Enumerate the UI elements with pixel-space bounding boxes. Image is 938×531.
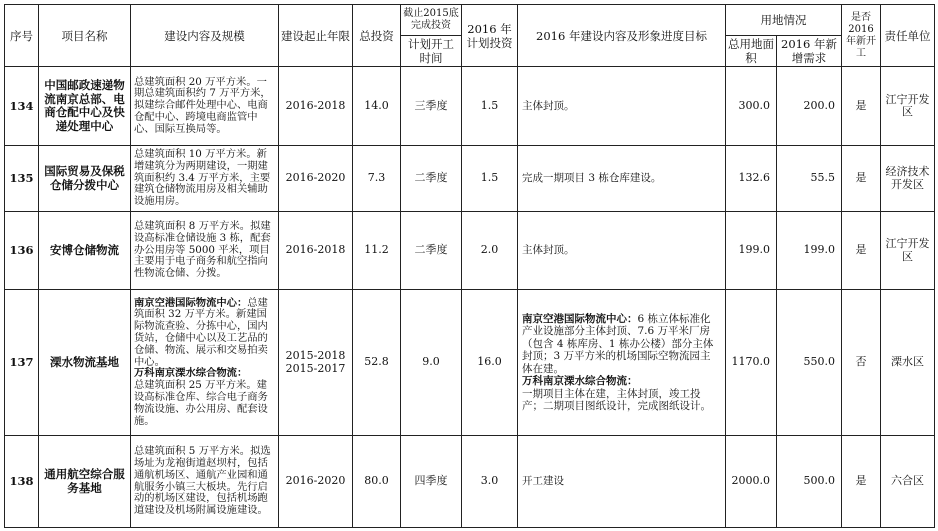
start-cell: 三季度 xyxy=(401,67,462,146)
scope-cell: 总建筑面积 10 万平方米。新增建筑分为两期建设，一期建筑面积约 3.4 万平方米，主要建筑仓储物流用房及相关辅助设施用房。 xyxy=(131,146,279,212)
land-new-cell: 199.0 xyxy=(777,212,842,290)
investment-cell: 3.0 xyxy=(462,436,518,528)
plan-subproject-text: 6 栋立体标准化产业设施部分主体封顶、7.6 万平米厂房（包含 4 栋库房、1 栋办公楼）部分主体封顶；3 万平方米的机场国际空物流园主体在建。 xyxy=(522,312,714,375)
period-cell: 2016-2018 xyxy=(279,212,353,290)
investment-cell: 16.0 xyxy=(462,290,518,436)
period-line: 2015-2018 xyxy=(285,349,346,362)
land-new-cell: 200.0 xyxy=(777,67,842,146)
unit-cell: 溧水区 xyxy=(881,290,935,436)
seq-cell: 137 xyxy=(5,290,39,436)
header-scope: 建设内容及规模 xyxy=(131,5,279,67)
total-cell: 80.0 xyxy=(353,436,401,528)
scope-subproject-text: 总建筑面积 25 万平方米。建设高标准仓库、综合电子商务物流设施、办公用房、配套设施。 xyxy=(134,379,268,427)
header-total: 总投资 xyxy=(353,5,401,67)
scope-cell: 总建筑面积 8 万平方米。拟建设高标准仓储设施 3 栋，配套办公用房等 5000 平米，项目主要用于电子商务和航空指向性物流仓储、分拨。 xyxy=(131,212,279,290)
project-name: 安博仓储物流 xyxy=(39,212,131,290)
header-period: 建设起止年限 xyxy=(279,5,353,67)
project-table-page xyxy=(4,4,934,527)
period-cell: 2016-2020 xyxy=(279,436,353,528)
start-cell: 二季度 xyxy=(401,146,462,212)
header-land-total: 总用地面积 xyxy=(726,36,777,67)
plan-cell: 主体封顶。 xyxy=(518,67,726,146)
total-cell: 11.2 xyxy=(353,212,401,290)
new-start-cell: 否 xyxy=(842,290,881,436)
plan-cell: 主体封顶。 xyxy=(518,212,726,290)
project-name: 通用航空综合服务基地 xyxy=(39,436,131,528)
seq-cell: 136 xyxy=(5,212,39,290)
scope-cell: 总建筑面积 5 万平方米。拟选场址为龙袍街道赵坝村，包括通航机场区、通航产业园和通航服务小镇三大板块。先行启动的机场区建设，包括机场跑道建设及机场附属设施建设。 xyxy=(131,436,279,528)
investment-cell: 1.5 xyxy=(462,67,518,146)
project-name: 中国邮政速递物流南京总部、电商仓配中心及快递处理中心 xyxy=(39,67,131,146)
land-new-cell: 550.0 xyxy=(777,290,842,436)
scope-subproject-title: 南京空港国际物流中心： xyxy=(134,296,248,309)
land-total-cell: 1170.0 xyxy=(726,290,777,436)
header-cumulative: 截止2015底完成投资 xyxy=(401,5,462,36)
header-2016-plan: 2016 年建设内容及形象进度目标 xyxy=(518,5,726,67)
land-total-cell: 300.0 xyxy=(726,67,777,146)
header-new-start: 是否2016年新开工 xyxy=(842,5,881,67)
land-total-cell: 132.6 xyxy=(726,146,777,212)
header-seq: 序号 xyxy=(5,5,39,67)
new-start-cell: 是 xyxy=(842,146,881,212)
unit-cell: 六合区 xyxy=(881,436,935,528)
investment-cell: 2.0 xyxy=(462,212,518,290)
period-cell xyxy=(279,290,353,436)
seq-cell: 138 xyxy=(5,436,39,528)
seq-cell: 134 xyxy=(5,67,39,146)
seq-cell: 135 xyxy=(5,146,39,212)
project-table xyxy=(4,4,935,528)
table-row xyxy=(5,146,935,212)
header-planned-start: 计划开工时间 xyxy=(401,36,462,67)
start-cell: 9.0 xyxy=(401,290,462,436)
start-cell: 二季度 xyxy=(401,212,462,290)
header-land: 用地情况 xyxy=(726,5,842,36)
table-row xyxy=(5,212,935,290)
new-start-cell: 是 xyxy=(842,436,881,528)
header-name: 项目名称 xyxy=(39,5,131,67)
scope-subproject-text: 总建筑面积 32 万平方米。新建国际物流查验、分拣中心，国内货站，仓储中心以及工艺品的仓储、物流、展示和交易拍卖中心。 xyxy=(134,296,268,368)
unit-cell: 江宁开发区 xyxy=(881,212,935,290)
plan-subproject-title: 南京空港国际物流中心： xyxy=(522,312,638,325)
new-start-cell: 是 xyxy=(842,212,881,290)
scope-cell xyxy=(131,290,279,436)
project-name: 国际贸易及保税仓储分拨中心 xyxy=(39,146,131,212)
period-cell: 2016-2020 xyxy=(279,146,353,212)
land-total-cell: 2000.0 xyxy=(726,436,777,528)
plan-subproject-title: 万科南京溧水综合物流： xyxy=(522,375,638,387)
period-line: 2015-2017 xyxy=(285,361,346,375)
period-cell: 2016-2018 xyxy=(279,67,353,146)
land-new-cell: 55.5 xyxy=(777,146,842,212)
total-cell: 52.8 xyxy=(353,290,401,436)
plan-cell: 完成一期项目 3 栋仓库建设。 xyxy=(518,146,726,212)
start-cell: 四季度 xyxy=(401,436,462,528)
new-start-cell: 是 xyxy=(842,67,881,146)
table-row xyxy=(5,436,935,528)
unit-cell: 经济技术开发区 xyxy=(881,146,935,212)
total-cell: 14.0 xyxy=(353,67,401,146)
unit-cell: 江宁开发区 xyxy=(881,67,935,146)
investment-cell: 1.5 xyxy=(462,146,518,212)
total-cell: 7.3 xyxy=(353,146,401,212)
table-row xyxy=(5,290,935,436)
header-2016-investment: 2016 年计划投资 xyxy=(462,5,518,67)
table-row xyxy=(5,67,935,146)
land-new-cell: 500.0 xyxy=(777,436,842,528)
project-name: 溧水物流基地 xyxy=(39,290,131,436)
scope-subproject-title: 万科南京溧水综合物流： xyxy=(134,367,248,380)
header-land-new: 2016 年新增需求 xyxy=(777,36,842,67)
scope-cell: 总建筑面积 20 万平方米。一期总建筑面积约 7 万平方米，拟建综合邮件处理中心、电商仓配中心、跨境电商监管中心、国际互换局等。 xyxy=(131,67,279,146)
plan-subproject-text: 一期项目主体在建，主体封顶，竣工投产；二期项目图纸设计，完成图纸设计。 xyxy=(522,387,711,412)
header-unit: 责任单位 xyxy=(881,5,935,67)
plan-cell: 开工建设 xyxy=(518,436,726,528)
land-total-cell: 199.0 xyxy=(726,212,777,290)
plan-cell xyxy=(518,290,726,436)
